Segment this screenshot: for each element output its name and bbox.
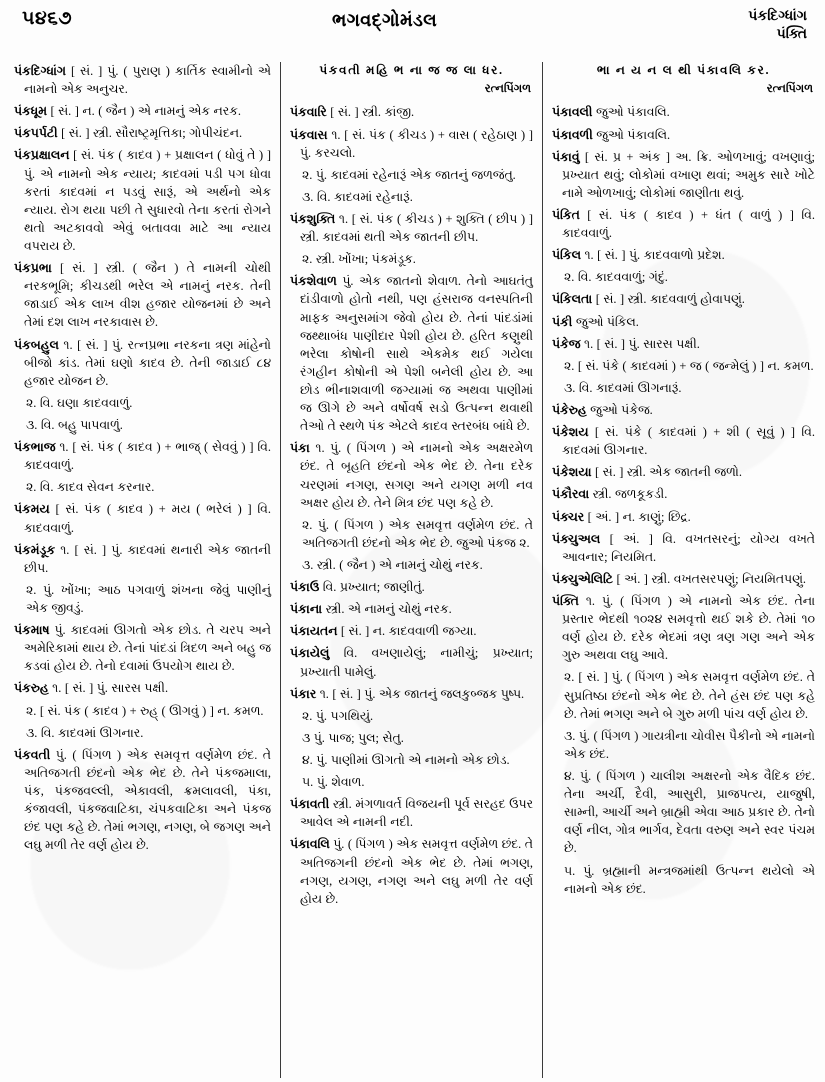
- entry-headword: પંકમંડૂક: [14, 542, 56, 557]
- entry-headword: પંકાયેલું: [290, 646, 330, 661]
- entry-definition: [ સં. પંક ( કાદવ ) + મય ( ભરેલં ) ] વિ. કાદવવાળું.: [24, 502, 271, 535]
- entry-headword: પંકી: [552, 314, 573, 329]
- entry-headword: પંકિલ: [552, 248, 581, 263]
- entry-definition: પું. ( પિંગળ ) એક સમવૃત્ત વર્ણમેળ છંદ. તે અતિજગતી છંદનો એક ભેદ છે. તેને પંકજમાલા, પંક, પંકજવલ્લી, એકાવલી, ક્રમલાવલી, પંકા, કંજાવલી, પંકજવાટિકા, ચંપકવાટિકા અને પંકજ છંદ પણ કહે છે. તેમાં ભગણ, નગણ, બે જગણ અને લઘુ મળી તેર વર્ણ હોય છે.: [24, 747, 271, 853]
- dictionary-entry: [552, 570, 815, 588]
- entry-headword: પંકાઉ: [290, 580, 320, 595]
- entry-definition: [ સં. પંકે ( કાદવમાં ) + શી ( સૂવું ) ] વિ. કાદવમાં ઊગનાર.: [562, 425, 815, 458]
- text-column-1: [14, 62, 280, 1078]
- entry-definition: ૧. [ સં. ] પું. એક જાતનું જલકુબ્જક પુષ્પ.: [316, 686, 525, 701]
- entry-definition: જુઓ પંકાવલિ.: [592, 105, 670, 120]
- dictionary-entry: [14, 62, 271, 98]
- entry-headword: પંકપ્રભા: [14, 261, 52, 276]
- entry-definition: ૧. [ સં. ] પું. કાદવમાં થનારી એક જાતની છીપ.: [24, 542, 271, 575]
- entry-headword: પંકાયતન: [290, 624, 338, 639]
- entry-headword: પંકેરુહ: [552, 402, 587, 417]
- entry-definition: જુઓ પંકાવલિ.: [592, 127, 671, 142]
- dictionary-entry: [290, 210, 533, 246]
- entry-definition: [ સં. ] ન. કાદવવાળી જગ્યા.: [337, 624, 477, 639]
- entry-headword: પંકપ્રક્ષાલન: [14, 148, 70, 163]
- entry-definition: ૧. [ સં. ] પું. સારસ પક્ષી.: [48, 681, 169, 696]
- entry-sense: ૫. પું. બ્રહ્માની મન્ત્રજમાંથી ઉત્પન્ન થયેલો એ નામનો એક છંદ.: [564, 863, 815, 896]
- entry-definition: જુઓ પંકેજ.: [586, 402, 653, 417]
- verse-source-citation: રત્નપિંગળ: [766, 82, 813, 95]
- entry-headword: પંકાવતી: [290, 797, 330, 812]
- verse-source-citation: રત્નપિંગળ: [484, 82, 531, 95]
- entry-sense: ૨. સ્ત્રી. ખોંખા; પંકમંડૂક.: [302, 252, 416, 267]
- dictionary-entry: [14, 621, 271, 675]
- entry-definition: [ સં. ] સ્ત્રી. એક જાતની જળો.: [591, 465, 742, 480]
- dictionary-entry: [290, 622, 533, 640]
- entry-definition: [ અં. ] ન. કાણું; છિદ્ર.: [584, 509, 691, 524]
- entry-headword: પંકાવલી: [552, 105, 593, 120]
- dictionary-entry: [552, 206, 815, 242]
- entry-definition: વિ. પ્રખ્યાત; જાણીતું.: [319, 580, 425, 595]
- entry-headword: પંકેશય: [552, 425, 589, 440]
- entry-sense: ૨. વિ. કાદવ સેવન કરનાર.: [26, 480, 155, 495]
- entry-headword: પંકધૂમ: [14, 104, 47, 119]
- entry-definition: [ સં. પંક ( કાદવ ) + ધંત ( વાળું ) ] વિ. કાદવવાળું.: [562, 208, 815, 241]
- entry-definition: [ સં. પંક ( કાદવ ) + પ્રક્ષાલન ( ધોવું તે ) ] પું. એ નામનો એક ન્યાય; કાદવમાં પડી પગ ધોવા કરતાં કાદવમાં ન પડવું સારૂં, એ અર્થનો એક ન્યાય. રોગ થયા પછી તે સુધારવો તેના કરતાં રોગને થતો અટકાવવો એવું બતાવવા માટે આ ન્યાય વપરાય છે.: [24, 148, 271, 253]
- dictionary-entry: [290, 103, 533, 121]
- entry-sense: ૨. [ સં. ] પું. ( પિંગળ ) એક સમવૃત્ત વર્ણમેળ છંદ. તે સુપ્રતિષ્ઠા છંદનો એક ભેદ છે. તેને હંસ છંદ પણ કહે છે. તેમાં ભગણ અને બે ગુરુ મળી પાંચ વર્ણ હોય છે.: [564, 670, 815, 721]
- entry-headword: પંકવાસ: [290, 127, 328, 142]
- entry-sense: ૨. વિ. કાદવવાળું; ગંદું.: [564, 270, 668, 285]
- entry-sense: ૩. વિ. કાદવમાં ઊગનારૂં.: [564, 380, 682, 395]
- entry-definition: ૧. પું. ( પિંગળ ) એ નામનો એક છંદ. તેના પ્રસ્તાર ભેદથી ૧૦૨૪ સમવૃત્તો થઈ શકે છે. તેમાં ૧૦ વર્ણ હોય છે. દરેક ભેદમાં ત્રણ ત્રણ ગણ અને એક ગુરુ અથવા લઘુ આવે.: [562, 593, 815, 663]
- entry-definition: [ સં. ] ન. ( જૈન ) એ નામનું એક નરક.: [46, 104, 241, 119]
- text-column-2: [280, 62, 542, 1078]
- dictionary-entry: [552, 126, 815, 144]
- entry-definition: પું. કાદવમાં ઊગતો એક છોડ. તે ચરપ અને અમેરિકામાં થાય છે. તેનાં પાંદડાં ત્રિદળ અને બહુ જ કડવાં હોય છે. તેનો દવામાં ઉપયોગ થાય છે.: [24, 623, 271, 674]
- entry-headword: પંકાવળી: [552, 127, 593, 142]
- page-header: [0, 8, 825, 60]
- dictionary-entry: [14, 500, 271, 536]
- entry-definition: પું. ( પિંગળ ) એક સમવૃત્ત વર્ણમેળ છંદ. તે અતિજગની છંદનો એક ભેદ છે. તેમાં ભગણ, નગણ, યગણ, નગણ અને લઘુ મળી તેર વર્ણ હોય છે.: [300, 837, 533, 906]
- dictionary-entry: [552, 313, 815, 331]
- entry-headword: પંકપર્પટી: [14, 126, 58, 141]
- entry-definition: ૧. [ સં. ] પું. સારસ પક્ષી.: [580, 336, 700, 351]
- guide-words: [697, 8, 807, 43]
- entry-sense: ૨. પું. પગથિયું.: [302, 708, 374, 723]
- page-number: ૫૪૬૭: [22, 8, 73, 29]
- dictionary-entry: [552, 401, 815, 419]
- entry-headword: પંકદિગ્ધાંગ: [14, 64, 66, 78]
- guide-word-last: પંક્તિ: [776, 26, 807, 42]
- dictionary-entry: [290, 600, 533, 618]
- dictionary-entry: [14, 146, 271, 255]
- entry-definition: [ સં. ] સ્ત્રી. કાંજી.: [326, 105, 415, 120]
- entry-definition: ૧. [ સં. પંક ( કીચડ ) + શુક્તિ ( છીપ ) ] સ્ત્રી. કાદવમાં થતી એક જાતની છીપ.: [300, 212, 533, 245]
- verse-quotation: પંકવતી મહિ ભ ના જ જ લા ધર.: [319, 63, 504, 77]
- dictionary-entry: [290, 644, 533, 680]
- entry-headword: પંકેજ: [552, 336, 581, 351]
- entry-headword: પંકવતી: [14, 747, 51, 762]
- dictionary-entry: [552, 148, 815, 202]
- entry-headword: પંકેશયા: [552, 465, 592, 480]
- entry-headword: પંકમાષ: [14, 623, 50, 638]
- entry-definition: ૧. પું. ( પિંગળ ) એ નામનો એક અક્ષરમેળ છંદ. તે બૃહતિ છંદનો એક ભેદ છે. તેના દરેક ચરણમાં નગણ, સગણ અને યગણ મળી નવ અક્ષર હોય છે. તેને મિત્ર છંદ પણ કહે છે.: [300, 441, 533, 510]
- entry-definition: સ્ત્રી. મંગળાવર્ત વિજયની પૂર્વ સરહદ ઉપર આવેલ એ નામની નદી.: [300, 797, 533, 830]
- entry-definition: [ સં. ] સ્ત્રી. ( જૈન ) તે નામની ચોથી નરકભૂમિ; કીચડથી ભરેલ એ નામનું નરક. તેની જાડાઈ એક લાખ વીશ હજાર યોજનમાં છે અને તેમાં દશ લાખ નરકાવાસ છે.: [24, 261, 271, 330]
- dictionary-entry: [552, 530, 815, 566]
- entry-headword: પંકાર: [290, 686, 317, 701]
- entry-sense: ૨. પું. ખોંખા; આઠ પગવાળું શંખના જેવું પાણીનું એક જીવડું.: [26, 582, 271, 615]
- dictionary-entry: [14, 102, 271, 120]
- entry-headword: પંકબહુલ: [14, 337, 59, 352]
- entry-headword: પંકૌરવા: [552, 487, 590, 502]
- entry-headword: પંક્તિ: [552, 593, 579, 608]
- dictionary-entry: [14, 438, 271, 474]
- entry-headword: પંકરુહ: [14, 681, 49, 696]
- dictionary-entry: [552, 592, 815, 664]
- dictionary-entry: [290, 685, 533, 703]
- dictionary-entry: [290, 126, 533, 162]
- entry-definition: ૧. [ સં. ] પું. રત્નપ્રભા નરકના ત્રણ માંહેનો બીજો કાંડ. તેમાં ઘણો કાદવ છે. તેની જાડાઈ ૮૪ હજાર યોજન છે.: [24, 337, 271, 388]
- entry-sense: ૨. [ સં. પંક ( કાદવ ) + રુહ્ ( ઊગવું ) ] ન. કમળ.: [26, 703, 264, 718]
- dictionary-entry: [552, 463, 815, 481]
- entry-headword: પંકિલતા: [552, 292, 593, 307]
- dictionary-entry: [552, 290, 815, 308]
- entry-headword: પંકાવલિ: [290, 837, 330, 852]
- entry-definition: વિ. વખણાયેલું; નામીચું; પ્રખ્યાત; પ્રખ્યાતી પામેલું.: [300, 646, 533, 679]
- entry-sense: ૨. પું. કાદવમાં રહેનારૂં એક જાતનું જળજંતુ.: [302, 167, 516, 182]
- dictionary-entry: [290, 439, 533, 511]
- dictionary-entry: [552, 485, 815, 503]
- dictionary-entry: [290, 795, 533, 831]
- entry-sense: ૩. પું. ( પિંગળ ) ગાયત્રીના ચોવીસ પૈકીનો એ નામનો એક છંદ.: [564, 728, 815, 761]
- column-container: [14, 62, 815, 1078]
- dictionary-entry: [552, 508, 815, 526]
- entry-sense: ૩ પું. પાજ; પુલ; સેતુ.: [302, 730, 404, 745]
- entry-sense: ૫. પું. શેવાળ.: [302, 775, 365, 790]
- entry-definition: [ સં. ] પું. ( પુરાણ ) કાર્તિક સ્વામીનો એ નામનો એક અનુચર.: [24, 64, 271, 97]
- entry-headword: પંકશુક્તિ: [290, 212, 336, 226]
- entry-headword: પંકાવું: [552, 149, 580, 164]
- dictionary-entry: [14, 336, 271, 390]
- entry-definition: [ સં. ] સ્ત્રી. સૌરાષ્ટ્રમૃત્તિકા; ગોપીચંદન.: [57, 126, 243, 141]
- entry-definition: ૧. [ સં. પંક ( કીચડ ) + વાસ ( રહેઠાણ ) ] પું. કરચલો.: [300, 127, 533, 160]
- dictionary-entry: [290, 272, 533, 435]
- entry-headword: પંક્ચર: [552, 509, 585, 524]
- entry-sense: ૪. પું. પાણીમાં ઊગતો એ નામનો એક છોડ.: [302, 752, 510, 767]
- dictionary-entry: [14, 746, 271, 855]
- entry-sense: ૩. સ્ત્રી. ( જૈન ) એ નામનું ચોથું નરક.: [302, 557, 483, 572]
- entry-headword: પંકભાજ: [14, 440, 56, 455]
- book-title: ભગવદ્ગોમંડલ: [332, 10, 438, 30]
- entry-headword: પંકમય: [14, 502, 50, 517]
- dictionary-entry: [14, 679, 271, 697]
- entry-definition: સ્ત્રી. એ નામનું ચોથું નરક.: [322, 602, 452, 617]
- entry-definition: ૧. [ સં. પંક ( કાદવ ) + ભાજ્ ( સેવવું ) ] વિ. કાદવવાળું.: [24, 440, 271, 473]
- dictionary-entry: [552, 335, 815, 353]
- entry-headword: પંકિત: [552, 208, 580, 222]
- entry-sense: ૩. વિ. કાદવમાં ઊગનાર.: [26, 725, 144, 740]
- entry-definition: [ સં. ] સ્ત્રી. કાદવવાળું હોવાપણું.: [592, 292, 745, 307]
- dictionary-entry: [290, 835, 533, 907]
- entry-headword: પંકાના: [290, 602, 323, 617]
- dictionary-entry: [14, 124, 271, 142]
- entry-headword: પંક્ચુઅલ: [552, 531, 601, 546]
- dictionary-entry: [14, 259, 271, 331]
- entry-sense: ૨. વિ. ઘણા કાદવવાળું.: [26, 395, 133, 410]
- dictionary-entry: [552, 246, 815, 264]
- entry-definition: [ સં. પ્ર + અંક ] અ. ક્રિ. ઓળખાવું; વખણાવું; પ્રખ્યાત થવું; લોકોમાં વખાણ થવાં; અમુક સારે ખોટે નામે ઓળખાવું; લોકોમાં જાણીતા થવું.: [562, 149, 815, 200]
- entry-headword: પંકવારિ: [290, 105, 327, 120]
- dictionary-entry: [290, 578, 533, 596]
- verse-quotation: ભા ન ય ન લ થી પંકાવલિ કર.: [596, 63, 771, 77]
- entry-definition: જુઓ પંકિલ.: [572, 314, 639, 329]
- entry-definition: [ અં. ] સ્ત્રી. વખતસરપણું; નિયમિતપણું.: [613, 571, 807, 586]
- entry-headword: પંક્ચુએલિટિ: [552, 571, 614, 586]
- entry-definition: [ અં. ] વિ. વખતસરનું; યોગ્ય વખતે આવનાર; નિયમિત.: [562, 531, 815, 564]
- dictionary-entry: [14, 541, 271, 577]
- guide-word-first: પંકદિગ્ધાંગ: [748, 9, 807, 24]
- entry-definition: સ્ત્રી. જળકૂકડી.: [589, 487, 668, 502]
- entry-headword: પંકા: [290, 441, 310, 456]
- entry-sense: ૩. વિ. કાદવમાં રહેનારૂં.: [302, 189, 413, 204]
- entry-sense: ૨. પું. ( પિંગળ ) એક સમવૃત્ત વર્ણમેળ છંદ. તે અતિજગતી છંદનો એક ભેદ છે. જુઓ પંકજ ૨.: [302, 517, 533, 550]
- entry-sense: ૩. વિ. બહુ પાપવાળું.: [26, 417, 123, 432]
- entry-headword: પંકશેવાળ: [290, 274, 337, 289]
- dictionary-entry: [552, 103, 815, 121]
- entry-sense: ૨. [ સં. પંકે ( કાદવમાં ) + જ ( જન્મેલું ) ] ન. કમળ.: [564, 358, 814, 373]
- entry-sense: ૪. પું. ( પિંગળ ) ચાલીશ અક્ષરનો એક વૈદિક છંદ. તેના અર્ચી, દૈવી, આસુરી, પ્રાજપત્ય, યાજુષી, સામ્ની, આર્ચી અને બ્રાહ્મી એવા આઠ પ્રકાર છે. તેનો વર્ણ નીલ, ગોત્ર ભાર્ગવ, દેવતા વરુણ અને સ્વર પંચમ છે.: [564, 768, 815, 856]
- text-column-3: [542, 62, 815, 1078]
- entry-definition: ૧. [ સં. ] પું. કાદવવાળો પ્રદેશ.: [580, 248, 725, 263]
- dictionary-entry: [552, 423, 815, 459]
- entry-definition: પું. એક જાતનો શેવાળ. તેનો આઘતંતુ દાંડીવાળો હોતો નથી, પણ હંસરાજ વનસ્પતિની માફક અનુસમાંગ જેવો હોય છે. તેનાં પાંદડાંમાં જથ્થાબંધ પાણીદાર પેશી હોય છે. હરિત કણુથી ભરેલા કોષોની સાથે એકમેક થઈ ગયેલા રંગહીન કોષોની એ પેશી બનેલી હોય છે. આ છોડ ભીનાશવાળી જગ્યામાં જ અથવા પાણીમાં જ ઊગે છે અને વર્ષોવર્ષ સડો ઉત્પન્ન થવાથી તેઓ તે સ્થળે પંક એટલે કાદવ સ્તરબંધ બાંધે છે.: [300, 274, 533, 434]
